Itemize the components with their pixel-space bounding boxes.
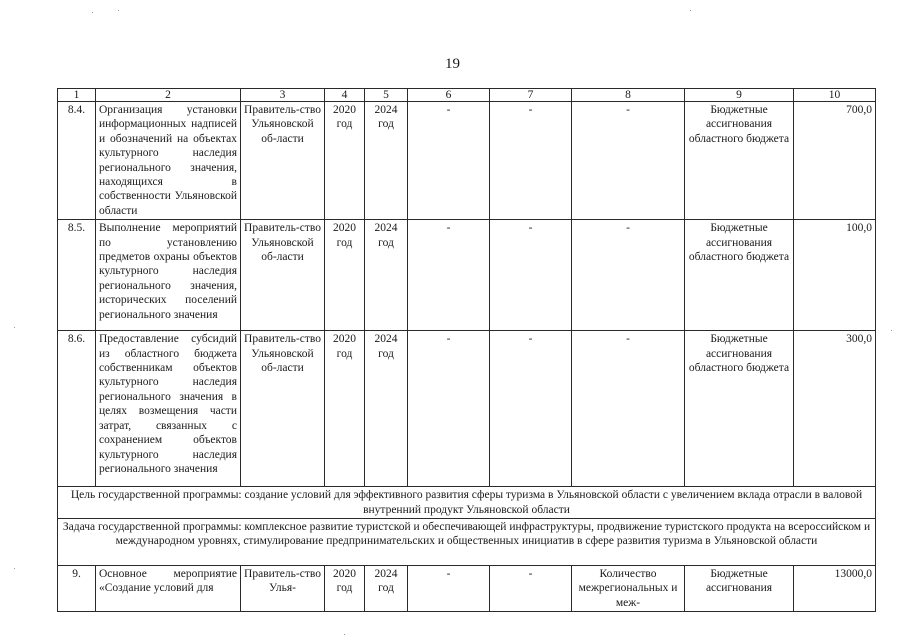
column-number: 2 [96, 89, 241, 102]
column-number: 10 [794, 89, 876, 102]
table-row [58, 566, 876, 612]
column-8-value: - [572, 220, 685, 331]
row-number: 8.6. [58, 331, 96, 487]
end-year: 2024 год [365, 566, 408, 612]
column-8-value: - [572, 331, 685, 487]
funding-source: Бюджетные ассигнования областного бюджета [685, 102, 794, 220]
column-number: 7 [490, 89, 572, 102]
funding-amount: 300,0 [794, 331, 876, 487]
executor: Правитель-ство Ульяновской об-ласти [241, 102, 325, 220]
scan-speck [118, 10, 119, 11]
column-6-value: - [408, 102, 490, 220]
program-task: Задача государственной программы: комплексное развитие туристской и обеспечивающей инфраструктуры, продвижение туристского продукта на всероссийском и международном уровнях, стимулирование предпринимательских и общественных инициатив в сфере развития туризма в Ульяновской области [58, 519, 876, 566]
column-6-value: - [408, 566, 490, 612]
program-goal-row [58, 487, 876, 519]
table-row [58, 331, 876, 487]
start-year: 2020 год [325, 331, 365, 487]
column-7-value: - [490, 566, 572, 612]
scan-speck [92, 12, 93, 13]
activity-name: Предоставление субсидий из областного бюджета собственникам объектов культурного наследия регионального значения в целях возмещения части затрат, связанных с сохранением объектов культурного наследия регионального значения [96, 331, 241, 487]
column-number: 5 [365, 89, 408, 102]
funding-amount: 100,0 [794, 220, 876, 331]
activity-name: Организация установки информационных надписей и обозначений на объектах культурного наследия регионального значения, находящихся в собственности Ульяновской области [96, 102, 241, 220]
column-number: 6 [408, 89, 490, 102]
row-number: 8.4. [58, 102, 96, 220]
program-goal: Цель государственной программы: создание условий для эффективного развития сферы туризма в Ульяновской области с увеличением вклада отрасли в валовой внутренний продукт Ульяновской области [58, 487, 876, 519]
column-number: 9 [685, 89, 794, 102]
end-year: 2024 год [365, 220, 408, 331]
page-number: 19 [445, 56, 460, 72]
column-number: 1 [58, 89, 96, 102]
end-year: 2024 год [365, 102, 408, 220]
funding-source: Бюджетные ассигнования областного бюджета [685, 220, 794, 331]
column-7-value: - [490, 331, 572, 487]
column-8-value: - [572, 102, 685, 220]
column-6-value: - [408, 220, 490, 331]
executor: Правитель-ство Улья- [241, 566, 325, 612]
table-row [58, 102, 876, 220]
column-number: 4 [325, 89, 365, 102]
row-number: 9. [58, 566, 96, 612]
scan-speck [14, 568, 15, 569]
activity-name: Выполнение мероприятий по установлению предметов охраны объектов культурного наследия регионального значения, исторических поселений регионального значения [96, 220, 241, 331]
column-7-value: - [490, 220, 572, 331]
executor: Правитель-ство Ульяновской об-ласти [241, 220, 325, 331]
start-year: 2020 год [325, 220, 365, 331]
column-number: 3 [241, 89, 325, 102]
column-number-row [58, 89, 876, 102]
program-activities-table [57, 88, 876, 612]
scan-speck [690, 10, 691, 11]
scan-speck [891, 330, 892, 331]
activity-name: Основное мероприятие «Создание условий для [96, 566, 241, 612]
scan-speck [14, 327, 15, 328]
funding-amount: 13000,0 [794, 566, 876, 612]
executor: Правитель-ство Ульяновской об-ласти [241, 331, 325, 487]
column-number: 8 [572, 89, 685, 102]
program-task-row [58, 519, 876, 566]
table-row [58, 220, 876, 331]
start-year: 2020 год [325, 102, 365, 220]
start-year: 2020 год [325, 566, 365, 612]
row-number: 8.5. [58, 220, 96, 331]
column-8-value: Количество межрегиональных и меж- [572, 566, 685, 612]
funding-source: Бюджетные ассигнования [685, 566, 794, 612]
column-7-value: - [490, 102, 572, 220]
scan-speck [344, 634, 345, 635]
funding-source: Бюджетные ассигнования областного бюджета [685, 331, 794, 487]
column-6-value: - [408, 331, 490, 487]
funding-amount: 700,0 [794, 102, 876, 220]
end-year: 2024 год [365, 331, 408, 487]
